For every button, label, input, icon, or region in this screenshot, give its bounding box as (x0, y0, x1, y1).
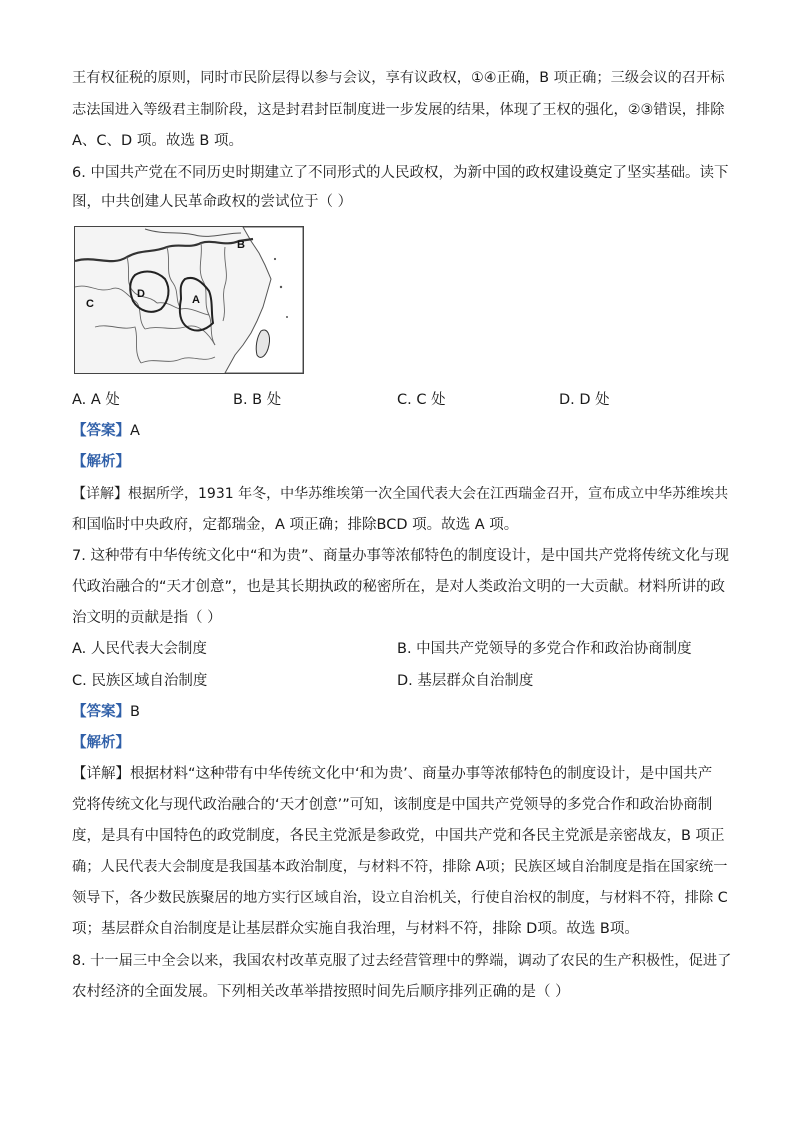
answer-line (72, 421, 732, 441)
text-line: 志法国进入等级君主制阶段，这是封君封臣制度进一步发展的结果，体现了王权的强化，②③错误，排除 (72, 102, 725, 118)
detail-line (72, 484, 732, 504)
detail-line: 项；基层群众自治制度是让基层群众实施自我治理，与材料不符，排除 D项。故选 B项。 (72, 921, 639, 937)
map-label-a: A (192, 294, 200, 306)
option-d: D. D 处 (559, 392, 610, 408)
option-b: B. B 处 (233, 392, 282, 408)
analysis-label: 【解析】 (72, 735, 130, 751)
analysis-line (72, 452, 732, 472)
china-map-figure (74, 226, 304, 374)
detail-text: 根据所学，1931 年冬，中华苏维埃第一次全国代表大会在江西瑞金召开，宣布成立中华苏维埃共 (128, 486, 729, 502)
detail-line: 领导下，各少数民族聚居的地方实行区域自治，设立自治机关，行使自治权的制度，与材料不符，排除 C (72, 890, 728, 906)
question-6-stem: 6. 中国共产党在不同历史时期建立了不同形式的人民政权，为新中国的政权建设奠定了坚实基础。读下 (72, 165, 729, 181)
answer-value: A (130, 423, 140, 439)
detail-line (72, 764, 732, 784)
detail-line: 度，是具有中国特色的政党制度，各民主党派是参政党，中国共产党和各民主党派是亲密战友，B 项正 (72, 828, 725, 844)
text-line: A、C、D 项。故选 B 项。 (72, 133, 243, 149)
answer-value: B (130, 704, 140, 720)
map-drawing (75, 227, 303, 373)
option-c: C. C 处 (397, 392, 446, 408)
question-7-stem: 7. 这种带有中华传统文化中“和为贵”、商量办事等浓郁特色的制度设计，是中国共产党将传统文化与现 (72, 548, 729, 564)
analysis-line (72, 733, 732, 753)
question-8-stem: 农村经济的全面发展。下列相关改革举措按照时间先后顺序排列正确的是（ ） (72, 984, 570, 1000)
detail-text: 根据材料“这种带有中华传统文化中‘和为贵’、商量办事等浓郁特色的制度设计，是中国共产 (130, 766, 713, 782)
answer-label: 【答案】 (72, 423, 130, 439)
question-6-stem: 图，中共创建人民革命政权的尝试位于（ ） (72, 194, 353, 210)
detail-label: 【详解】 (72, 486, 128, 502)
text-line: 王有权征税的原则，同时市民阶层得以参与会议，享有议政权，①④正确，B 项正确；三级会议的召开标 (72, 70, 725, 86)
option-c: C. 民族区域自治制度 (72, 673, 208, 689)
detail-line: 党将传统文化与现代政治融合的‘天才创意’”可知，该制度是中国共产党领导的多党合作和政治协商制 (72, 797, 713, 813)
question-7-stem: 代政治融合的“天才创意”，也是其长期执政的秘密所在，是对人类政治文明的一大贡献。材料所讲的政 (72, 579, 726, 595)
option-a: A. 人民代表大会制度 (72, 641, 207, 657)
detail-label: 【详解】 (72, 766, 130, 782)
answer-line (72, 702, 732, 722)
detail-line: 确；人民代表大会制度是我国基本政治制度，与材料不符，排除 A项；民族区域自治制度是指在国家统一 (72, 859, 728, 875)
answer-label: 【答案】 (72, 704, 130, 720)
question-7-stem: 治文明的贡献是指（ ） (72, 610, 222, 626)
option-a: A. A 处 (72, 392, 120, 408)
question-8-stem: 8. 十一届三中全会以来，我国农村改革克服了过去经营管理中的弊端，调动了农民的生产积极性，促进了 (72, 953, 732, 969)
map-label-d: D (137, 288, 145, 300)
option-b: B. 中国共产党领导的多党合作和政治协商制度 (397, 641, 692, 657)
map-label-c: C (86, 298, 94, 310)
option-d: D. 基层群众自治制度 (397, 673, 534, 689)
map-label-b: B (237, 239, 245, 251)
analysis-label: 【解析】 (72, 454, 130, 470)
detail-line: 和国临时中央政府，定都瑞金，A 项正确；排除BCD 项。故选 A 项。 (72, 517, 519, 533)
